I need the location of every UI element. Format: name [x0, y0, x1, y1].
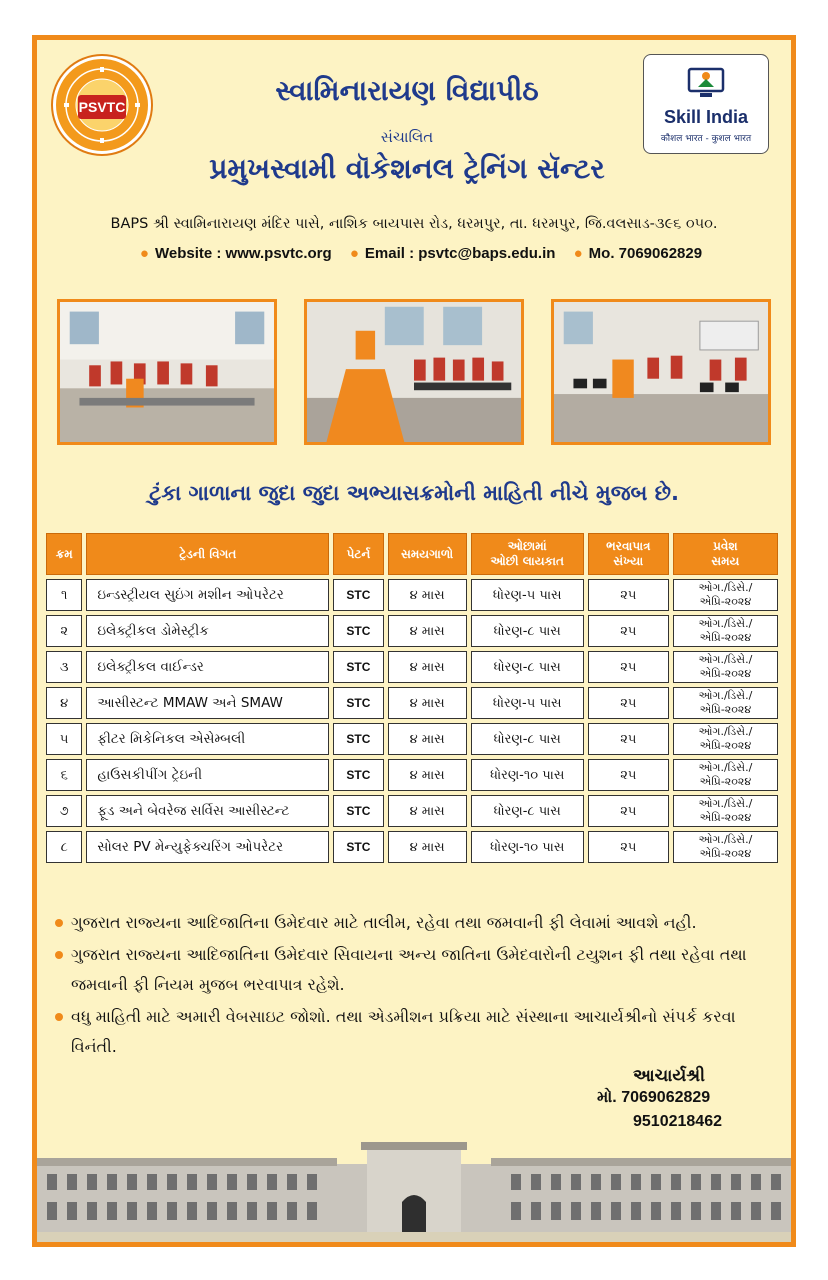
- cell-course: સોલર PV મેન્યુફેક્ચરિંગ ઓપરેટર: [86, 831, 329, 863]
- photo-classroom: [304, 299, 524, 445]
- header-sr: ક્રમ: [46, 533, 82, 575]
- cell-sr: ૬: [46, 759, 82, 791]
- cell-seats: ૨૫: [588, 795, 669, 827]
- cell-duration: ૪ માસ: [388, 723, 467, 755]
- note-item: ગુજરાત રાજ્યના આદિજાતિના ઉમેદવાર માટે તાલીમ, રહેવા તથા જમવાની ફી લેવામાં આવશે નહી.: [51, 908, 781, 938]
- cell-seats: ૨૫: [588, 579, 669, 611]
- cell-admission: ઓગ./ડિસે./એપ્રિ-૨૦૨૪: [673, 723, 778, 755]
- cell-seats: ૨૫: [588, 831, 669, 863]
- photo-computer-lab: [551, 299, 771, 445]
- bullet-icon: ●: [139, 245, 149, 262]
- table-row: [46, 723, 778, 755]
- psvtc-logo: [53, 56, 151, 154]
- cell-qualification: ધોરણ-૮ પાસ: [471, 795, 584, 827]
- section-heading: ટુંકા ગાળાના જુદા જુદા અભ્યાસક્રમોની માહિતી નીચે મુજબ છે.: [149, 481, 679, 505]
- cell-seats: ૨૫: [588, 651, 669, 683]
- courses-table: [42, 529, 782, 867]
- cell-qualification: ધોરણ-૧૦ પાસ: [471, 831, 584, 863]
- photo-workshop: [57, 299, 277, 445]
- cell-seats: ૨૫: [588, 723, 669, 755]
- cell-pattern: STC: [333, 795, 384, 827]
- cell-pattern: STC: [333, 651, 384, 683]
- cell-sr: ૩: [46, 651, 82, 683]
- cell-pattern: STC: [333, 615, 384, 647]
- skill-india-icon: [686, 63, 726, 103]
- table-row: [46, 759, 778, 791]
- cell-qualification: ધોરણ-૧૦ પાસ: [471, 759, 584, 791]
- cell-sr: ૫: [46, 723, 82, 755]
- skill-india-tagline: कौशल भारत - कुशल भारत: [660, 134, 752, 144]
- cell-qualification: ધોરણ-૫ પાસ: [471, 687, 584, 719]
- cell-course: ઇલેક્ટ્રીકલ વાઈન્ડર: [86, 651, 329, 683]
- table-row: [46, 687, 778, 719]
- cell-sr: ૨: [46, 615, 82, 647]
- cell-qualification: ધોરણ-૮ પાસ: [471, 723, 584, 755]
- cell-qualification: ધોરણ-૮ પાસ: [471, 651, 584, 683]
- signatory-mobile-2: 9510218462: [633, 1113, 722, 1130]
- skill-india-logo: [643, 54, 769, 154]
- note-item: ગુજરાત રાજ્યના આદિજાતિના ઉમેદવાર સિવાયના અન્ય જાતિના ઉમેદવારોની ટયુશન ફી તથા રહેવા તથા જમવાની ફી નિયમ મુજબ ભરવાપાત્ર રહેશે.: [51, 940, 781, 1000]
- cell-pattern: STC: [333, 723, 384, 755]
- header-qualification: ઓછામાં ઓછી લાયકાત: [471, 533, 584, 575]
- cell-course: ઇન્ડસ્ટ્રીયલ સુઇંગ મશીન ઓપરેટર: [86, 579, 329, 611]
- cell-admission: ઓગ./ડિસે./એપ્રિ-૨૦૨૪: [673, 831, 778, 863]
- table-header-row: [46, 533, 778, 575]
- cell-duration: ૪ માસ: [388, 651, 467, 683]
- contact-line: [37, 245, 791, 262]
- header-seats: ભરવાપાત્ર સંખ્યા: [588, 533, 669, 575]
- cell-admission: ઓગ./ડિસે./એપ્રિ-૨૦૨૪: [673, 759, 778, 791]
- logo-text: PSVTC: [78, 95, 126, 119]
- poster: [32, 35, 796, 1247]
- cell-sr: ૭: [46, 795, 82, 827]
- table-row: [46, 831, 778, 863]
- cell-pattern: STC: [333, 687, 384, 719]
- header-duration: સમયગાળો: [388, 533, 467, 575]
- cell-seats: ૨૫: [588, 687, 669, 719]
- bullet-icon: ●: [573, 245, 583, 262]
- address: BAPS શ્રી સ્વામિનારાયણ મંદિર પાસે, નાશિક બાયપાસ રોડ, ધરમપુર, તા. ધરમપુર, જિ.વલસાડ-૩૯૬ ૦૫૦.: [110, 216, 718, 232]
- cell-admission: ઓગ./ડિસે./એપ્રિ-૨૦૨૪: [673, 687, 778, 719]
- cell-duration: ૪ માસ: [388, 831, 467, 863]
- cell-course: ઇલેક્ટ્રીકલ ડોમેસ્ટ્રીક: [86, 615, 329, 647]
- cell-admission: ઓગ./ડિસે./એપ્રિ-૨૦૨૪: [673, 579, 778, 611]
- website-link[interactable]: Website : www.psvtc.org: [154, 245, 332, 262]
- cell-pattern: STC: [333, 759, 384, 791]
- cell-duration: ૪ માસ: [388, 759, 467, 791]
- cell-duration: ૪ માસ: [388, 687, 467, 719]
- cell-course: હાઉસકીપીંગ ટ્રેઇની: [86, 759, 329, 791]
- notes-list: [51, 908, 781, 1064]
- cell-admission: ઓગ./ડિસે./એપ્રિ-૨૦૨૪: [673, 615, 778, 647]
- cell-admission: ઓગ./ડિસે./એપ્રિ-૨૦૨૪: [673, 651, 778, 683]
- header-course: ટ્રેડની વિગત: [86, 533, 329, 575]
- cell-qualification: ધોરણ-૮ પાસ: [471, 615, 584, 647]
- signatory-title: આચાર્યશ્રી: [633, 1066, 706, 1086]
- cell-sr: ૧: [46, 579, 82, 611]
- table-row: [46, 651, 778, 683]
- signatory-mobile-1: મો. 7069062829: [597, 1089, 711, 1106]
- note-item: વધુ માહિતી માટે અમારી વેબસાઇટ જોશો. તથા એડમીશન પ્રક્રિયા માટે સંસ્થાના આચાર્યશ્રીનો સંપર્ક કરવા વિનંતી.: [51, 1002, 781, 1062]
- mobile-number: Mo. 7069062829: [588, 245, 703, 262]
- cell-course: આસીસ્ટન્ટ MMAW અને SMAW: [86, 687, 329, 719]
- building-illustration: [37, 1142, 791, 1242]
- header-pattern: પેટર્ન: [333, 533, 384, 575]
- cell-qualification: ધોરણ-૫ પાસ: [471, 579, 584, 611]
- center-name: પ્રમુખસ્વામી વૉકેશનલ ટ્રેનિંગ સૅન્ટર: [209, 152, 605, 185]
- cell-course: ફૂડ અને બેવરેજ સર્વિસ આસીસ્ટન્ટ: [86, 795, 329, 827]
- skill-india-name: Skill India: [663, 107, 749, 127]
- cell-seats: ૨૫: [588, 615, 669, 647]
- cell-duration: ૪ માસ: [388, 795, 467, 827]
- cell-duration: ૪ માસ: [388, 579, 467, 611]
- org-title: સ્વામિનારાયણ વિદ્યાપીઠ: [275, 74, 539, 107]
- header-admission: પ્રવેશ સમય: [673, 533, 778, 575]
- signature-block: [597, 1066, 787, 1134]
- cell-pattern: STC: [333, 579, 384, 611]
- bullet-icon: ●: [349, 245, 359, 262]
- cell-sr: ૪: [46, 687, 82, 719]
- email-link[interactable]: Email : psvtc@baps.edu.in: [364, 245, 556, 262]
- table-row: [46, 615, 778, 647]
- cell-admission: ઓગ./ડિસે./એપ્રિ-૨૦૨૪: [673, 795, 778, 827]
- table-row: [46, 579, 778, 611]
- cell-course: ફીટર મિકેનિકલ એસેમ્બલી: [86, 723, 329, 755]
- cell-duration: ૪ માસ: [388, 615, 467, 647]
- cell-sr: ૮: [46, 831, 82, 863]
- cell-seats: ૨૫: [588, 759, 669, 791]
- cell-pattern: STC: [333, 831, 384, 863]
- org-subtitle: સંચાલિત: [380, 128, 434, 146]
- table-row: [46, 795, 778, 827]
